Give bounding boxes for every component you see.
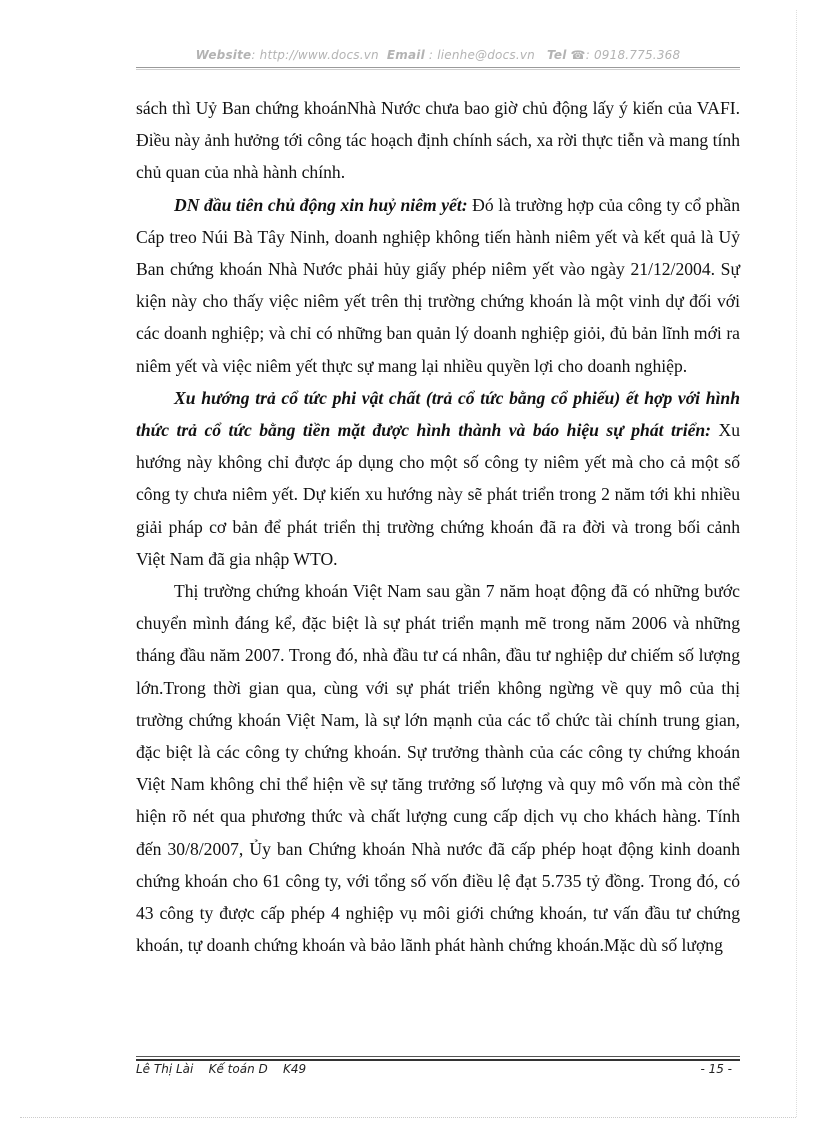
paragraph-3-text: Xu hướng này không chỉ được áp dụng cho một số công ty niêm yết mà cho cả một số công ty chưa niêm yết. Dự kiến xu hướng này sẽ phát triển trong 2 năm tới khi nhiều giải pháp cơ bản để phát triển thị trường chứng khoán đã ra đời và trong bối cảnh Việt Nam đã gia nhập WTO. bbox=[136, 420, 741, 569]
page-header bbox=[136, 48, 740, 62]
paragraph-3-lead: Xu hướng trả cổ tức phi vật chất (trả cổ tức bằng cổ phiếu) ết hợp với hình thức trả cổ tức bằng tiền mặt được hình thành và báo hiệu sự phát triển: bbox=[136, 387, 740, 441]
tel-label: Tel bbox=[547, 48, 567, 62]
header-divider bbox=[136, 67, 740, 68]
document-body bbox=[136, 92, 740, 961]
header-divider-secondary bbox=[136, 69, 740, 70]
website-value: : http://www.docs.vn bbox=[251, 48, 379, 62]
footer-author-text: Lê Thị Lài Kế toán D K49 bbox=[136, 1062, 307, 1076]
website-label: Website bbox=[195, 48, 252, 62]
paragraph-2 bbox=[136, 189, 740, 382]
paragraph-2-lead: DN đầu tiên chủ động xin huỷ niêm yết: bbox=[174, 194, 468, 215]
page-number: - 15 - bbox=[700, 1062, 732, 1076]
page-edge-right bbox=[796, 10, 797, 1117]
paragraph-1: sách thì Uỷ Ban chứng khoánNhà Nước chưa bao giờ chủ động lấy ý kiến của VAFI. Điều này ảnh hưởng tới công tác hoạch định chính sách, xa rời thực tiễn và mang tính chủ quan của nhà hành chính. bbox=[136, 98, 740, 183]
footer-divider-thick bbox=[136, 1059, 740, 1061]
tel-value: : 0918.775.368 bbox=[585, 48, 681, 62]
paragraph-3 bbox=[136, 382, 740, 575]
paragraph-4: Thị trường chứng khoán Việt Nam sau gần 7 năm hoạt động đã có những bước chuyển mình đáng kể, đặc biệt là sự phát triển mạnh mẽ trong năm 2006 và những tháng đầu năm 2007. Trong đó, nhà đầu tư cá nhân, đầu tư nghiệp dư chiếm số lượng lớn.Trong thời gian qua, cùng với sự phát triển không ngừng về quy mô của thị trường chứng khoán Việt Nam, là sự lớn mạnh của các tổ chức tài chính trung gian, đặc biệt là các công ty chứng khoán. Sự trưởng thành của các công ty chứng khoán Việt Nam không chỉ thể hiện về sự tăng trưởng số lượng và quy mô vốn mà còn thể hiện rõ nét qua phương thức và chất lượng cung cấp dịch vụ cho khách hàng. Tính đến 30/8/2007, Ủy ban Chứng khoán Nhà nước đã cấp phép hoạt động kinh doanh chứng khoán cho 61 công ty, với tổng số vốn điều lệ đạt 5.735 tỷ đồng. Trong đó, có 43 công ty được cấp phép 4 nghiệp vụ môi giới chứng khoán, tư vấn đầu tư chứng khoán, tự doanh chứng khoán và bảo lãnh phát hành chứng khoán.Mặc dù số lượng bbox=[136, 581, 740, 956]
email-value: : lienhe@docs.vn bbox=[424, 48, 535, 62]
footer-author bbox=[136, 1062, 306, 1076]
footer-divider bbox=[136, 1056, 740, 1057]
page-edge-bottom bbox=[20, 1117, 796, 1118]
phone-icon: ☎ bbox=[570, 48, 586, 62]
email-label: Email bbox=[386, 48, 425, 62]
paragraph-2-text: Đó là trường hợp của công ty cổ phần Cáp treo Núi Bà Tây Ninh, doanh nghiệp không tiến hành niêm yết và kết quả là Uỷ Ban chứng khoán Nhà Nước phải hủy giấy phép niêm yết vào ngày 21/12/2004. Sự kiện này cho thấy việc niêm yết trên thị trường chứng khoán là một vinh dự đối với các doanh nghiệp; và chỉ có những ban quản lý doanh nghiệp giỏi, đủ bản lĩnh mới ra niêm yết và việc niêm yết thực sự mang lại nhiều quyền lợi cho doanh nghiệp. bbox=[136, 194, 740, 376]
